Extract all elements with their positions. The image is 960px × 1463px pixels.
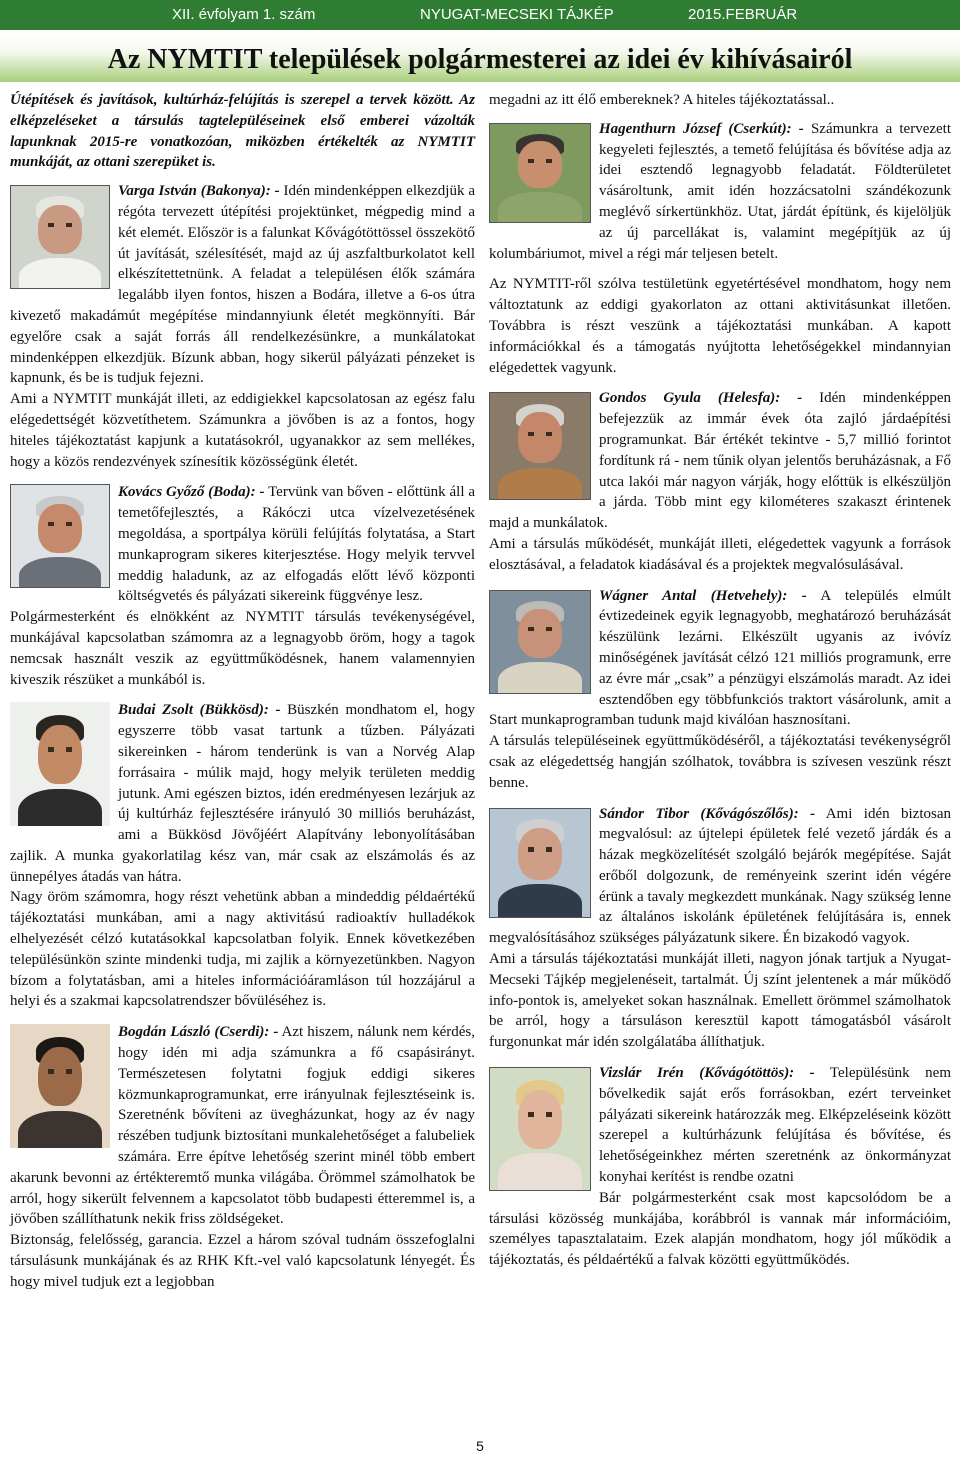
- speaker-name: Gondos Gyula (Helesfa): -: [599, 390, 803, 407]
- continued-text: megadni az itt élő embereknek? A hiteles tájékoztatással..: [489, 92, 835, 108]
- article-text-continued: Polgármesterként és elnökként az NYMTIT társulás tevékenységével, munkájával kapcsolatban számomra az a legnagyobb öröm, hogy a tagok nemcsak használt veszik az együttműködésnek, hanem valamennyien kiveszik részüket a munkából is.: [10, 609, 475, 688]
- article-text-continued: A társulás településeinek együttműködéséről, a tájékoztatási tevékenységről csak az elégedettség hangján szólhatok, továbbra is szívesen veszünk részt benne.: [489, 733, 951, 791]
- page-number: 5: [476, 1438, 484, 1454]
- speaker-name: Wágner Antal (Hetvehely): -: [599, 587, 807, 604]
- speaker-name: Budai Zsolt (Bükkösd): -: [118, 702, 281, 719]
- speaker-name: Bogdán László (Cserdi): -: [118, 1024, 279, 1041]
- speaker-name: Kovács Győző (Boda): -: [118, 484, 265, 501]
- portrait-photo: [489, 1067, 591, 1191]
- speaker-name: Vizslár Irén (Kővágótöttös): -: [599, 1065, 815, 1082]
- header-publication: NYUGAT-MECSEKI TÁJKÉP: [420, 6, 614, 23]
- portrait-photo: [10, 185, 110, 289]
- portrait-photo: [489, 590, 591, 694]
- article-text-continued: Biztonság, felelősség, garancia. Ezzel a három szóval tudnám összefoglalni társulásunk munkájának és az RHK Kft.-vel való kapcsolatunk lényegét. És hogy mivel tudjuk ezt a legjobban: [10, 1232, 475, 1290]
- right-column: [489, 90, 951, 1271]
- article-cserdi: [10, 1022, 475, 1230]
- portrait-photo: [10, 702, 110, 826]
- speaker-name: Sándor Tibor (Kővágószőlős): -: [599, 805, 816, 822]
- article-text: Azt hiszem, nálunk nem kérdés, hogy idén mi adja számunkra a fő csapásirányt. Természetesen folytatni fogjuk eddigi sikeres közmunkaprogramunkat, erre irányulnak fejlesztéseink is. Szeretnénk bővíteni az üvegházunkat, hogy az év nagy részében tudjunk biztosítani munkalehetőséget a falubeliek számára. Erre építve lehetőség szerint minél több embert akarunk bevonni az értékteremtő munka világába. Örömmel számolhatok be arról, hogy sikerült felvennem a kapcsolatot több budapesti étteremmel is, a jövőben szállíthatunk nekik friss zöldségeket.: [10, 1024, 475, 1228]
- article-text-continued: Ami a NYMTIT munkáját illeti, az eddigiekkel kapcsolatosan az egész falu elégedettségét közvetíthetem. Számunkra a jövőben is az a fontos, hogy hiteles tájékoztatást kapjunk a kutatásokról, ugyanakkor az sem mellékes, hogy a közös rendezvények színesítik közösségünk életét.: [10, 391, 475, 470]
- portrait-photo: [489, 392, 591, 500]
- article-text: Idén mindenképpen elkezdjük a régóta tervezett útépítési projektünket, mégpedig mind a két elemét. Először is a falunkat Kővágótöttössel összekötő út javítását, szélesítését, majd az új aszfaltburkolatot kell elkészítettetnünk. A feladat a településen élők számára legalább ilyen fontos, hiszen a Bodára, illetve a 6-os útra kivezető makadámút megépítése mindannyiunk életét megkönnyíti. Bár egyelőre csak a saját forrás áll rendelkezésünkre, a munkálatokat mindenképpen elkezdjük. Bízunk abban, hogy sikerül pályázati pénzeket is kapnunk, és be is tudjuk fejezni.: [10, 183, 475, 387]
- article-helesfa: [489, 388, 951, 534]
- article-kovagoszolos: [489, 804, 951, 950]
- article-kovagotottos: [489, 1063, 951, 1188]
- article-text: Ami idén biztosan megvalósul: az újtelepi épületek felé vezető járdák és a házak megközelítését szolgáló bejárók megépítése. Saját erőből dolgozunk, de reményeink szerint idén végére érünk a tavaly megkezdett munkának. Nagy szükség lenne az általános iskolánk épületének felújítására is, ennek megvalósításához szükséges pályázatunk sikere. Én bizakodó vagyok.: [489, 805, 951, 947]
- article-bukkosd: [10, 700, 475, 887]
- article-cserkut: [489, 119, 951, 265]
- article-text: Büszkén mondhatom el, hogy egyszerre több vasat tartunk a tűzben. Pályázati sikereinken - három tenderünk is van a Norvég Alap forrásaira - múlik majd, hogy melyik területen meddig jutunk. Ami egészen biztos, idén eredményesen lezárjuk az új kultúrház fejlesztésére irányuló 30 milliós beruházást, ami a Bükkösd Jövőjéért Alapítvány lebonyolításában zajlik. A munka gyakorlatilag kész van, már csak az elszámolás és az ünnepélyes átadás van hátra.: [10, 702, 475, 885]
- header-date: 2015.FEBRUÁR: [688, 6, 798, 23]
- portrait-photo: [10, 484, 110, 588]
- article-text-continued: Ami a társulás működését, munkáját illeti, elégedettek vagyunk a források elosztásával, a feladatok kiadásával és a projektek megvalósulásával.: [489, 535, 951, 573]
- portrait-photo: [489, 123, 591, 223]
- portrait-photo: [489, 808, 591, 918]
- header-volume: XII. évfolyam 1. szám: [172, 6, 316, 23]
- article-bakonya: [10, 181, 475, 389]
- article-text: Idén mindenképpen befejezzük az immár évek óta zajló járdaépítési programunkat. Bár értékét tekintve - 5,7 millió forintot fordítunk rá - nem tűnik olyan jelentős beruházásnak, a Fő utca lakói már nagyon várják, hogy előttük is elkészüljön a járda. Több mint egy kilométeres szakaszt érintenek majd a munkálatok.: [489, 390, 951, 532]
- article-text: A település elmúlt évtizedeinek egyik legnagyobb, meghatározó beruházását készülünk lezárni. Elkészült ugyanis az ivóvíz minőségének javítását célzó 121 milliós programunk, erre az évre már „csak” a pénzügyi elszámolás maradt. Az idei esztendőben egy többfunkciós traktort vásárolunk, amit a Start munkaprogramban tudunk majd kiválóan hasznosítani.: [489, 587, 951, 729]
- article-text: Településünk nem bővelkedik saját erős forrásokban, ezért terveinket pályázati sikereink határozzák meg. Elképzeléseink között szerepel a kultúrházunk felújítása és bővítése, és lehetőségeinkhez mérten szeretnénk az önkormányzat konyhai kerítést is rendbe ozatni: [599, 1065, 951, 1186]
- lead-paragraph: Útépítések és javítások, kultúrház-felújítás is szerepel a tervek között. Az elképzeléseket a társulás tagtelepüléseinek első emberei vázolták lapunknak 2015-re vonatkozóan, miközben értékelték az NYMTIT munkáját, az ottani szerepüket is.: [10, 92, 475, 171]
- article-text-continued: Nagy öröm számomra, hogy részt vehetünk abban a mindeddig példaértékű tájékoztatási munkában, ami a nagy aktivitású radioaktív hulladékok elhelyezését célzó kutatásokkal kapcsolatban folyik. Ennek következében településünkön szinte mindenki tudja, mi zajlik a környezetünkben. Nagyon bízom a folytatásban, ami a hiteles információáramláson túl hozzájárul a helyi és a szakmai kapcsolatrendszer bővüléséhez is.: [10, 889, 475, 1010]
- article-text-continued: Bár polgármesterként csak most kapcsolódom be a társulási közösség munkájába, korábbról is vannak már információim, személyes tapasztalataim. Ezek alapján mondhatom, hogy jól működik a tájékoztatás, és példaértékű a falvak közötti együttműködés.: [489, 1189, 951, 1269]
- article-text: Tervünk van bőven - előttünk áll a temetőfejlesztés, a Rákóczi utca vízelvezetésének megoldása, a sportpálya körüli felújítás folytatása, a Start munkaprogram sikeres kiterjesztése. Hogy melyik tervvel meddig haladunk, az az elfogadás előtt lévő központi költségvetés és pályázati sikereink függvénye lesz.: [118, 484, 475, 605]
- article-text-continued: Az NYMTIT-ről szólva testületünk egyetértésével mondhatom, hogy nem változtatunk az eddigi gyakorlaton az ottani aktivitásunkat illetően. Továbbra is részt veszünk a tájékoztatási munkában. A kapott információkkal és a támogatás nyújtotta lehetőségekkel mindannyian elégedettek vagyunk.: [489, 276, 951, 376]
- article-boda: [10, 482, 475, 607]
- article-text: Számunkra a tervezett kegyeleti fejlesztés, a temető felújítása és bővítése adja az idei esztendő legnagyobb feladatát. Földterületet vásároltunk, amit idén hozzácsatolni szándékozunk meglévő sírkertünkhöz. Utat, járdát építünk, és kijelöljük az új parcellákat is, valamint megépítjük az új kolumbáriumot, mivel a régi már teljesen betelt.: [489, 120, 951, 262]
- speaker-name: Varga István (Bakonya): -: [118, 183, 280, 200]
- page-header: [0, 0, 960, 30]
- left-column: [10, 90, 475, 1293]
- article-hetvehely: [489, 586, 951, 732]
- page-title: Az NYMTIT települések polgármesterei az idei év kihívásairól: [107, 44, 853, 75]
- speaker-name: Hagenthurn József (Cserkút): -: [599, 120, 804, 137]
- article-text-continued: Ami a társulás tájékoztatási munkáját illeti, nagyon jónak tartjuk a Nyugat-Mecseki Tájkép megjelenéseit, tartalmát. Új színt jelentenek a már működő info-pontok is, amelyeket sokan használnak. Emellett örömmel számolhatok be arról, hogy a társuláson keresztül kapott támogatásból vásárolt furgonunkat már idén szolgálatába állíthatjuk.: [489, 951, 951, 1051]
- portrait-photo: [10, 1024, 110, 1148]
